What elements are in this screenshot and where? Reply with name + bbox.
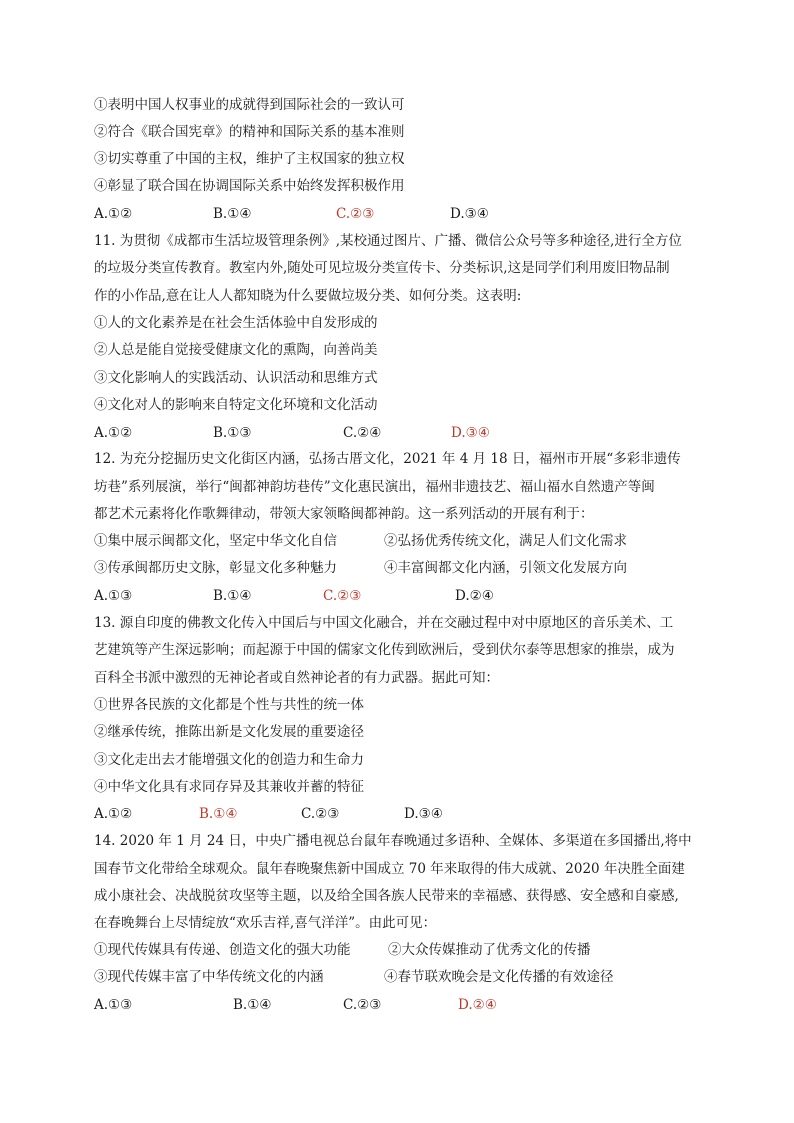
- q11-choice-c: C.②④: [343, 425, 382, 441]
- q12-choice-d: D.②④: [455, 588, 494, 604]
- q14-choice-b: B.①④: [233, 997, 272, 1013]
- q14-stem-2: 国春节文化带给全球观众。鼠年春晚聚焦新中国成立 70 年来取得的伟大成就、2020 年决胜全面建: [94, 861, 685, 877]
- q14-choice-d-answer: D.②④: [458, 997, 497, 1013]
- q12-option-4: ④丰富闽都文化内涵，引领文化发展方向: [384, 560, 627, 576]
- q11-option-1: ①人的文化素养是在社会生活体验中自发形成的: [94, 315, 378, 331]
- q13-option-3: ③文化走出去才能增强文化的创造力和生命力: [94, 752, 364, 768]
- q10-choice-c-answer: C.②③: [336, 206, 375, 222]
- q13-choice-c: C.②③: [301, 806, 340, 822]
- q13-stem-1: 13. 源自印度的佛教文化传入中国后与中国文化融合，并在交融过程中对中原地区的音乐美术、工: [94, 615, 674, 631]
- q10-option-4: ④彰显了联合国在协调国际关系中始终发挥积极作用: [94, 178, 405, 194]
- q11-choice-b: B.①③: [213, 425, 252, 441]
- q14-option-1: ①现代传媒具有传递、创造文化的强大功能: [94, 942, 351, 958]
- q11-option-4: ④文化对人的影响来自特定文化环境和文化活动: [94, 397, 378, 413]
- q11-choice-a: A.①②: [94, 425, 133, 441]
- q10-option-3: ③切实尊重了中国的主权，维护了主权国家的独立权: [94, 151, 405, 167]
- q11-option-2: ②人总是能自觉接受健康文化的熏陶，向善尚美: [94, 342, 378, 358]
- q13-stem-2: 艺建筑等产生深远影响；而起源于中国的儒家文化传到欧洲后，受到伏尔泰等思想家的推崇，成为: [94, 642, 675, 658]
- q13-stem-3: 百科全书派中激烈的无神论者或自然神论者的有力武器。据此可知：: [94, 670, 499, 686]
- q13-choice-a: A.①②: [94, 806, 133, 822]
- q12-choice-c-answer: C.②③: [323, 588, 362, 604]
- q12-stem-3: 都艺术元素将化作歌舞律动，带领大家领略闽都神韵。这一系列活动的开展有利于：: [94, 506, 594, 522]
- q13-option-1: ①世界各民族的文化都是个性与共性的统一体: [94, 697, 364, 713]
- q14-option-3: ③现代传媒丰富了中华传统文化的内涵: [94, 969, 324, 985]
- q11-stem-3: 作的小作品,意在让人人都知晓为什么要做垃圾分类、如何分类。这表明:: [94, 288, 522, 304]
- q12-choice-a: A.①③: [94, 588, 133, 604]
- q13-option-4: ④中华文化具有求同存异及其兼收并蓄的特征: [94, 779, 364, 795]
- q14-choice-a: A.①③: [94, 997, 133, 1013]
- q10-option-1: ①表明中国人权事业的成就得到国际社会的一致认可: [94, 97, 405, 113]
- q12-stem-1: 12. 为充分挖掘历史文化街区内涵，弘扬古厝文化，2021 年 4 月 18 日，福州市开展“多彩非遗传: [94, 451, 681, 467]
- q10-option-2: ②符合《联合国宪章》的精神和国际关系的基本准则: [94, 124, 405, 140]
- q11-stem-1: 11. 为贯彻《成都市生活垃圾管理条例》,某校通过图片、广播、微信公众号等多种途径,进行全方位: [94, 233, 682, 249]
- q13-choice-b-answer: B.①④: [199, 806, 238, 822]
- q14-stem-3: 成小康社会、决战脱贫攻坚等主题，以及给全国各族人民带来的幸福感、获得感、安全感和自豪感,: [94, 888, 679, 904]
- q12-choice-b: B.①④: [213, 588, 252, 604]
- q14-stem-1: 14. 2020 年 1 月 24 日，中央广播电视总台鼠年春晚通过多语种、全媒体、多渠道在多国播出,将中: [94, 833, 692, 849]
- q14-option-4: ④春节联欢晚会是文化传播的有效途径: [384, 969, 614, 985]
- q11-stem-2: 的垃圾分类宣传教育。教室内外,随处可见垃圾分类宣传卡、分类标识,这是同学们利用废旧物品制: [94, 260, 670, 276]
- q10-choice-b: B.①④: [213, 206, 252, 222]
- q14-option-2: ②大众传媒推动了优秀文化的传播: [388, 942, 591, 958]
- q12-option-1: ①集中展示闽都文化，坚定中华文化自信: [94, 533, 337, 549]
- q14-stem-4: 在春晚舞台上尽情绽放“欢乐吉祥,喜气洋洋”。由此可见：: [94, 915, 437, 931]
- q13-choice-d: D.③④: [404, 806, 443, 822]
- q11-option-3: ③文化影响人的实践活动、认识活动和思维方式: [94, 370, 378, 386]
- q10-choice-a: A.①②: [94, 206, 133, 222]
- q11-choice-d-answer: D.③④: [451, 425, 490, 441]
- q12-stem-2: 坊巷”系列展演，举行“闽都神韵坊巷传”文化惠民演出，福州非遗技艺、福山福水自然遗产等闽: [94, 479, 655, 495]
- q10-choice-d: D.③④: [450, 206, 489, 222]
- q13-option-2: ②继承传统，推陈出新是文化发展的重要途径: [94, 724, 364, 740]
- q12-option-2: ②弘扬优秀传统文化，满足人们文化需求: [384, 533, 627, 549]
- q14-choice-c: C.②③: [343, 997, 382, 1013]
- q12-option-3: ③传承闽都历史文脉，彰显文化多种魅力: [94, 560, 337, 576]
